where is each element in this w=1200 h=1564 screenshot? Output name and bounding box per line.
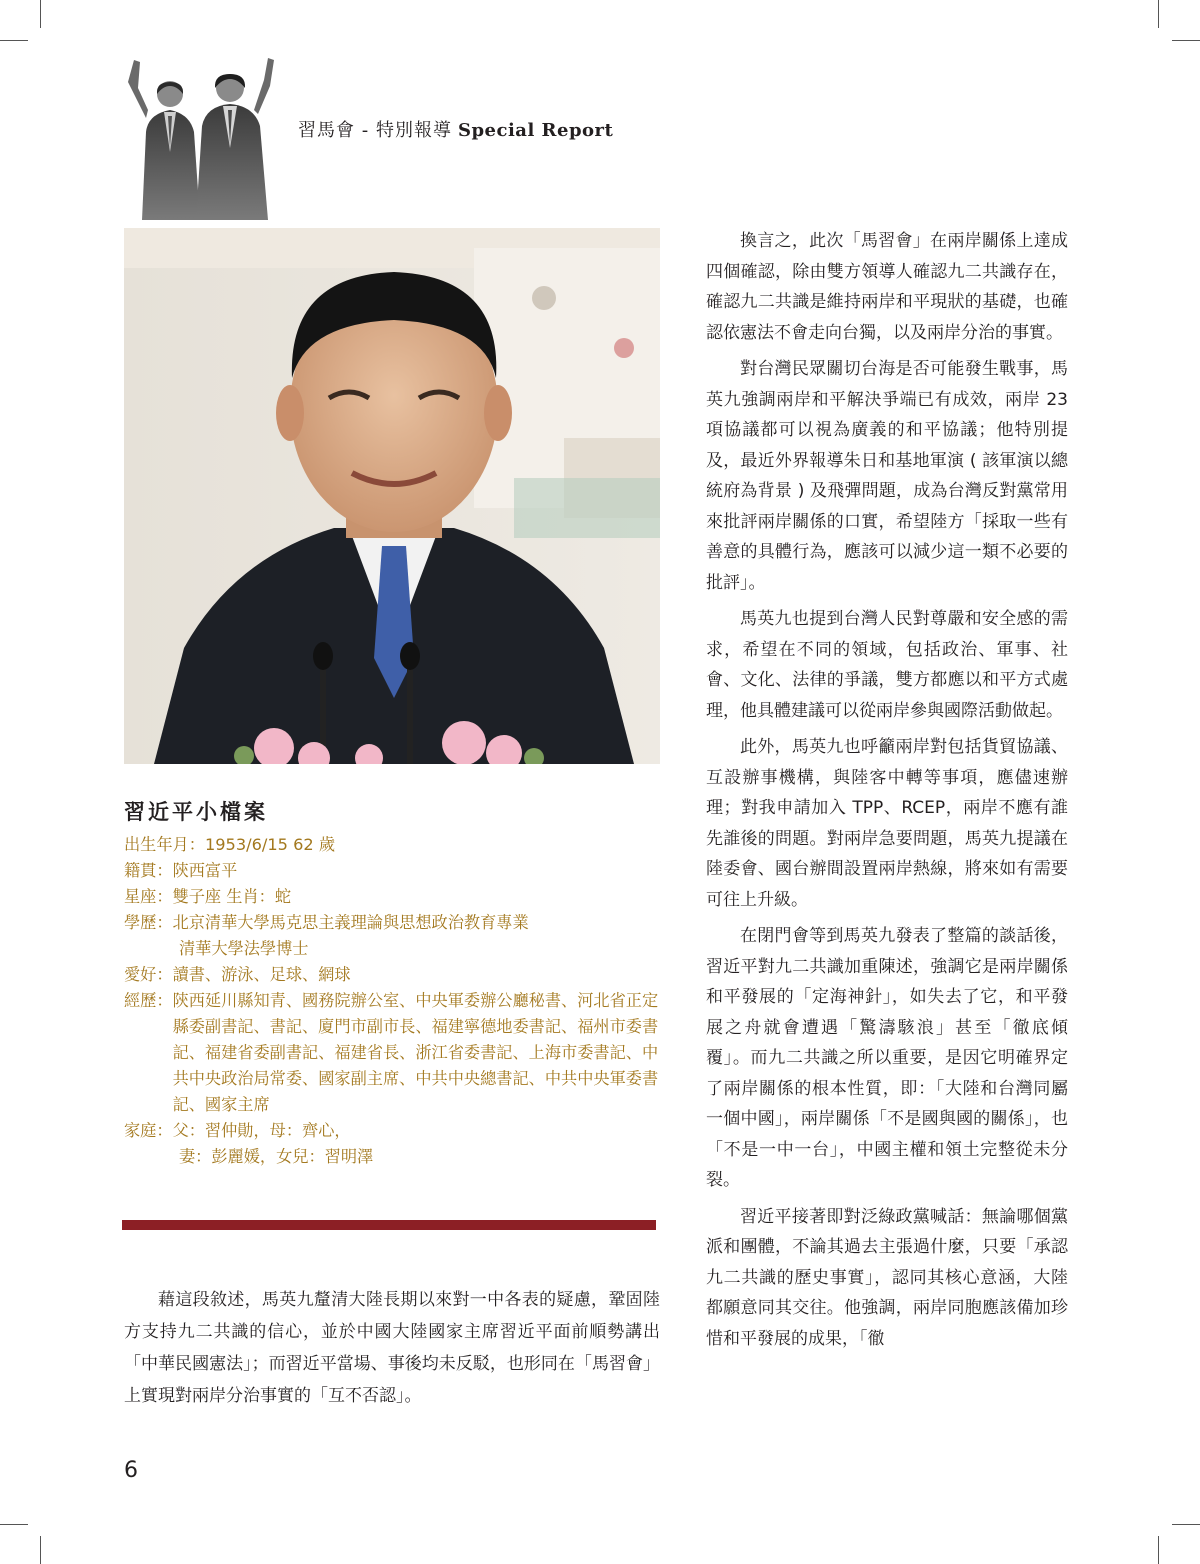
- crop-mark: [0, 1524, 28, 1525]
- profile-row-origin: [124, 858, 670, 884]
- profile-row-family-2: [124, 1144, 670, 1170]
- profile-details: [124, 832, 670, 1170]
- right-column: [706, 226, 1068, 1360]
- section-divider: [122, 1220, 656, 1230]
- profile-value: 北京清華大學馬克思主義理論與思想政治教育專業: [172, 913, 529, 932]
- profile-row-education: [124, 910, 670, 936]
- header-figures-illustration: [118, 52, 278, 220]
- crop-mark: [40, 0, 41, 28]
- profile-value: 1953/6/15 62 歲: [204, 835, 336, 854]
- body-paragraph: 此外，馬英九也呼籲兩岸對包括貨貿協議、互設辦事機構，與陸客中轉等事項，應儘速辦理；對我申請加入 TPP、RCEP，兩岸不應有誰先誰後的問題。對兩岸急要問題，馬英九提議在陸委會、國台辦間設置兩岸熱線，將來如有需要可往上升級。: [706, 737, 1068, 910]
- section-label: 習馬會 - 特別報導: [298, 120, 452, 141]
- profile-value: 雙子座 生肖：蛇: [172, 887, 292, 906]
- profile-row-career: [124, 988, 670, 1118]
- body-paragraph: 習近平接著即對泛綠政黨喊話：無論哪個黨派和團體，不論其過去主張過什麼，只要「承認九二共識的歷史事實」，認同其核心意涵，大陸都願意同其交往。他強調，兩岸同胞應該備加珍惜和平發展的成果，「徹: [706, 1206, 1068, 1349]
- body-paragraph: 對台灣民眾關切台海是否可能發生戰事，馬英九強調兩岸和平解決爭端已有成效，兩岸 23 項協議都可以視為廣義的和平協議；他特別提及，最近外界報導朱日和基地軍演 ( 該軍演以總統府為背景 ) 及飛彈問題，成為台灣反對黨常用來批評兩岸關係的口實，希望陸方「採取一些有善意的具體行為，應該可以減少這一類不必要的批評」。: [706, 359, 1068, 593]
- profile-row-birth: [124, 832, 670, 858]
- profile-value: 妻：彭麗媛，女兒：習明澤: [179, 1147, 374, 1166]
- profile-value: 清華大學法學博士: [179, 939, 309, 958]
- profile-label: 愛好：: [124, 965, 173, 984]
- left-paragraph: 藉這段敘述，馬英九釐清大陸長期以來對一中各表的疑慮，鞏固陸方支持九二共識的信心，並於中國大陸國家主席習近平面前順勢講出「中華民國憲法」；而習近平當場、事後均未反駁，也形同在「馬習會」上實現對兩岸分治事實的「互不否認」。: [124, 1290, 660, 1406]
- profile-row-hobbies: [124, 962, 670, 988]
- profile-label: 經歷：: [124, 991, 173, 1010]
- profile-row-family: [124, 1118, 670, 1144]
- profile-label: 學歷：: [124, 913, 173, 932]
- body-paragraph: 在閉門會等到馬英九發表了整篇的談話後，習近平對九二共識加重陳述，強調它是兩岸關係和平發展的「定海神針」，如失去了它，和平發展之舟就會遭遇「驚濤駭浪」甚至「徹底傾覆」。而九二共識之所以重要，是因它明確界定了兩岸關係的根本性質，即：「大陸和台灣同屬一個中國」，兩岸關係「不是國與國的關係」，也「不是一中一台」，中國主權和領土完整從未分裂。: [706, 926, 1068, 1190]
- profile-value: 陝西延川縣知青、國務院辦公室、中央軍委辦公廳秘書、河北省正定縣委副書記、書記、廈門市副市長、福建寧德地委書記、福州市委書記、福建省委副書記、福建省長、浙江省委書記、上海市委書記、中共中央政治局常委、國家副主席、中共中央總書記、中共中央軍委書記、國家主席: [172, 991, 659, 1114]
- body-paragraph: 馬英九也提到台灣人民對尊嚴和安全感的需求，希望在不同的領域，包括政治、軍事、社會、文化、法律的爭議，雙方都應以和平方式處理，他具體建議可以從兩岸參與國際活動做起。: [706, 609, 1068, 721]
- crop-mark: [0, 40, 28, 41]
- portrait-photo: [124, 228, 660, 764]
- profile-label: 籍貫：: [124, 861, 173, 880]
- crop-mark: [40, 1536, 41, 1564]
- section-header: [298, 116, 613, 142]
- profile-value: 讀書、游泳、足球、網球: [172, 965, 351, 984]
- profile-value: 父：習仲勛，母：齊心，: [172, 1121, 351, 1140]
- profile-title: 習近平小檔案: [124, 800, 268, 824]
- profile-label: 家庭：: [124, 1121, 173, 1140]
- body-paragraph: 換言之，此次「馬習會」在兩岸關係上達成四個確認，除由雙方領導人確認九二共識存在，確認九二共識是維持兩岸和平現狀的基礎，也確認依憲法不會走向台獨，以及兩岸分治的事實。: [706, 231, 1068, 343]
- profile-row-zodiac: [124, 884, 670, 910]
- section-label-en: Special Report: [457, 120, 614, 141]
- profile-value: 陝西富平: [172, 861, 238, 880]
- crop-mark: [1172, 40, 1200, 41]
- crop-mark: [1158, 1536, 1159, 1564]
- crop-mark: [1158, 0, 1159, 28]
- page-number: 6: [124, 1458, 138, 1483]
- profile-label: 星座：: [124, 887, 173, 906]
- crop-mark: [1172, 1524, 1200, 1525]
- profile-row-education-2: [124, 936, 670, 962]
- profile-label: 出生年月：: [124, 835, 205, 854]
